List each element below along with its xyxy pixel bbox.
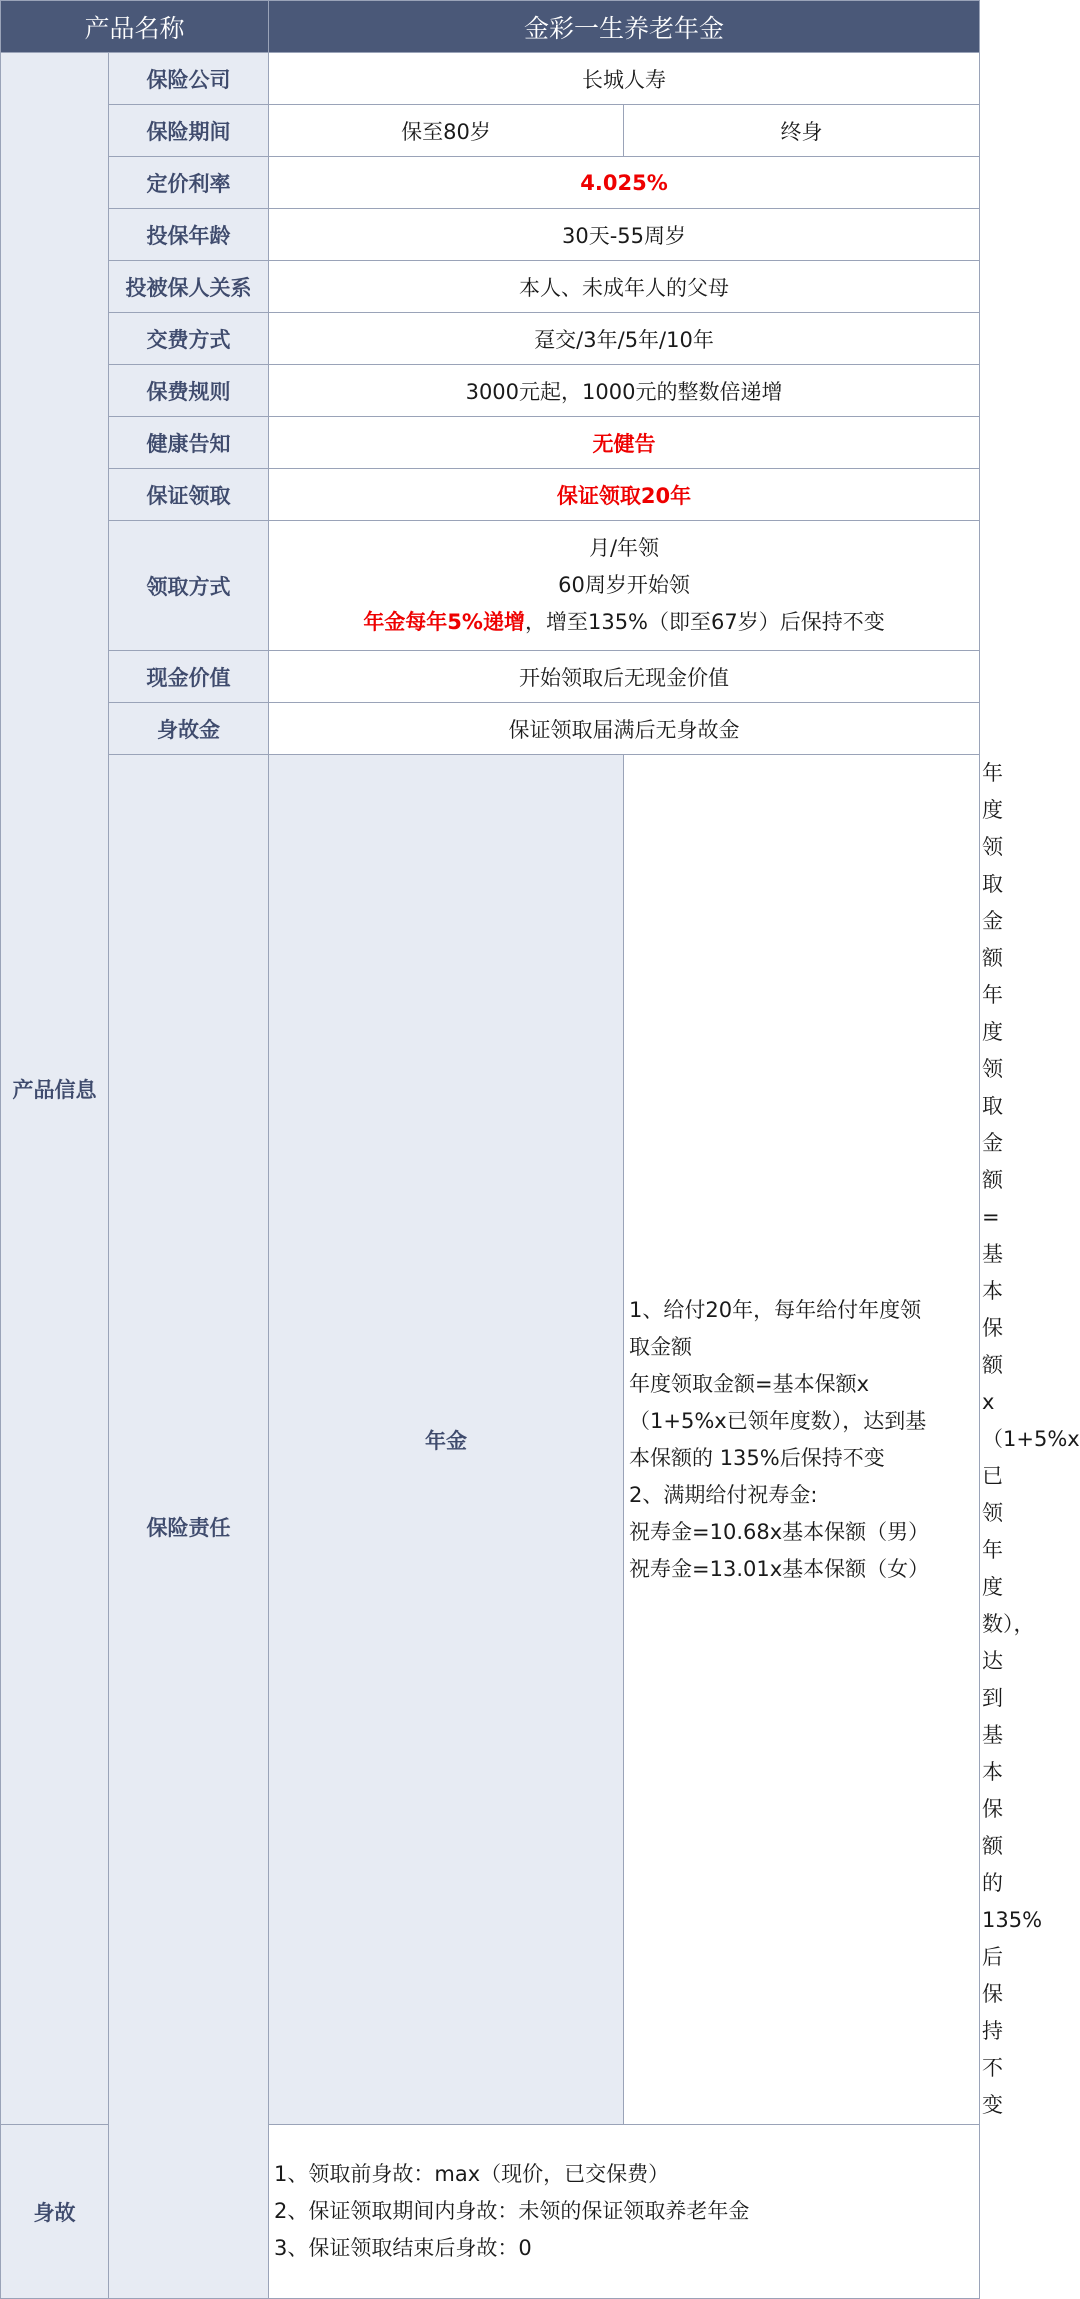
row-annuity: 保险责任 年金 1、给付20年，每年给付年度领 取金额 年度领取金额=基本保额x （1+5%x已领年度数），达到基 本保额的 135%后保持不变 2、满期给付祝寿金: 祝寿金=10.68x基本保额（男） 祝寿金=13.01x基本保额（女） 年度领取金额 年度领取金额=基本保额x （1+5%x已领年度数），达到基 本保额的 135%后保持不变 — [1, 755, 980, 2125]
annuity-left-line: 1、给付20年，每年给付年度领 — [629, 1297, 922, 1322]
value-age: 30天-55周岁 — [269, 209, 980, 261]
row-cash-value — [1, 651, 980, 703]
label-age: 投保年龄 — [109, 209, 269, 261]
label-guarantee: 保证领取 — [109, 469, 269, 521]
label-rate: 定价利率 — [109, 157, 269, 209]
row-death-benefit — [1, 703, 980, 755]
value-period-80: 保至80岁 — [269, 105, 624, 157]
row-age — [1, 209, 980, 261]
claim-method-line-1: 月/年领 — [588, 536, 660, 560]
table-header-row — [1, 1, 980, 53]
label-health: 健康告知 — [109, 417, 269, 469]
row-claim-method — [1, 521, 980, 651]
label-payment: 交费方式 — [109, 313, 269, 365]
value-relation: 本人、未成年人的父母 — [269, 261, 980, 313]
label-relation: 投被保人关系 — [109, 261, 269, 313]
row-payment — [1, 313, 980, 365]
claim-method-highlight: 年金每年5%递增 — [363, 610, 525, 634]
group-coverage: 保险责任 — [109, 755, 269, 2299]
value-death — [269, 2125, 980, 2299]
value-guarantee: 保证领取20年 — [269, 469, 980, 521]
value-claim-method — [269, 521, 980, 651]
row-period — [1, 105, 980, 157]
label-premium-rule: 保费规则 — [109, 365, 269, 417]
claim-method-line-2: 60周岁开始领 — [558, 573, 690, 597]
label-cash-value: 现金价值 — [109, 651, 269, 703]
annuity-left-line: 取金额 — [629, 1334, 693, 1359]
label-company: 保险公司 — [109, 53, 269, 105]
death-line: 3、保证领取结束后身故：0 — [274, 2236, 532, 2260]
death-line: 1、领取前身故：max（现价，已交保费） — [274, 2162, 670, 2186]
row-company — [1, 53, 980, 105]
claim-method-rest: ，增至135%（即至67岁）后保持不变 — [524, 610, 885, 634]
value-payment: 趸交/3年/5年/10年 — [269, 313, 980, 365]
annuity-left-line: 年度领取金额=基本保额x — [629, 1371, 870, 1396]
annuity-left-line: 祝寿金=10.68x基本保额（男） — [629, 1519, 930, 1544]
value-cash-value: 开始领取后无现金价值 — [269, 651, 980, 703]
label-death-benefit: 身故金 — [109, 703, 269, 755]
group-product-info: 产品信息 — [1, 53, 109, 2125]
annuity-left-line: 本保额的 135%后保持不变 — [629, 1445, 885, 1470]
row-rate — [1, 157, 980, 209]
annuity-left-line: 2、满期给付祝寿金: — [629, 1482, 818, 1507]
row-relation — [1, 261, 980, 313]
annuity-left-line: （1+5%x已领年度数），达到基 — [629, 1408, 927, 1433]
value-company: 长城人寿 — [269, 53, 980, 105]
value-death-benefit: 保证领取届满后无身故金 — [269, 703, 980, 755]
row-premium-rule — [1, 365, 980, 417]
value-period-lifetime: 终身 — [624, 105, 980, 157]
label-annuity: 年金 — [269, 755, 624, 2125]
label-death: 身故 — [1, 2125, 109, 2299]
value-annuity-80 — [624, 755, 980, 2125]
header-product-name-label: 产品名称 — [1, 1, 269, 53]
value-premium-rule: 3000元起，1000元的整数倍递增 — [269, 365, 980, 417]
row-guarantee — [1, 469, 980, 521]
label-period: 保险期间 — [109, 105, 269, 157]
value-health: 无健告 — [269, 417, 980, 469]
value-rate: 4.025% — [269, 157, 980, 209]
label-claim-method: 领取方式 — [109, 521, 269, 651]
claim-method-line-3 — [269, 604, 979, 641]
annuity-left-line: 祝寿金=13.01x基本保额（女） — [629, 1556, 930, 1581]
death-line: 2、保证领取期间内身故：未领的保证领取养老年金 — [274, 2199, 750, 2223]
row-health — [1, 417, 980, 469]
header-product-name-value: 金彩一生养老年金 — [269, 1, 980, 53]
